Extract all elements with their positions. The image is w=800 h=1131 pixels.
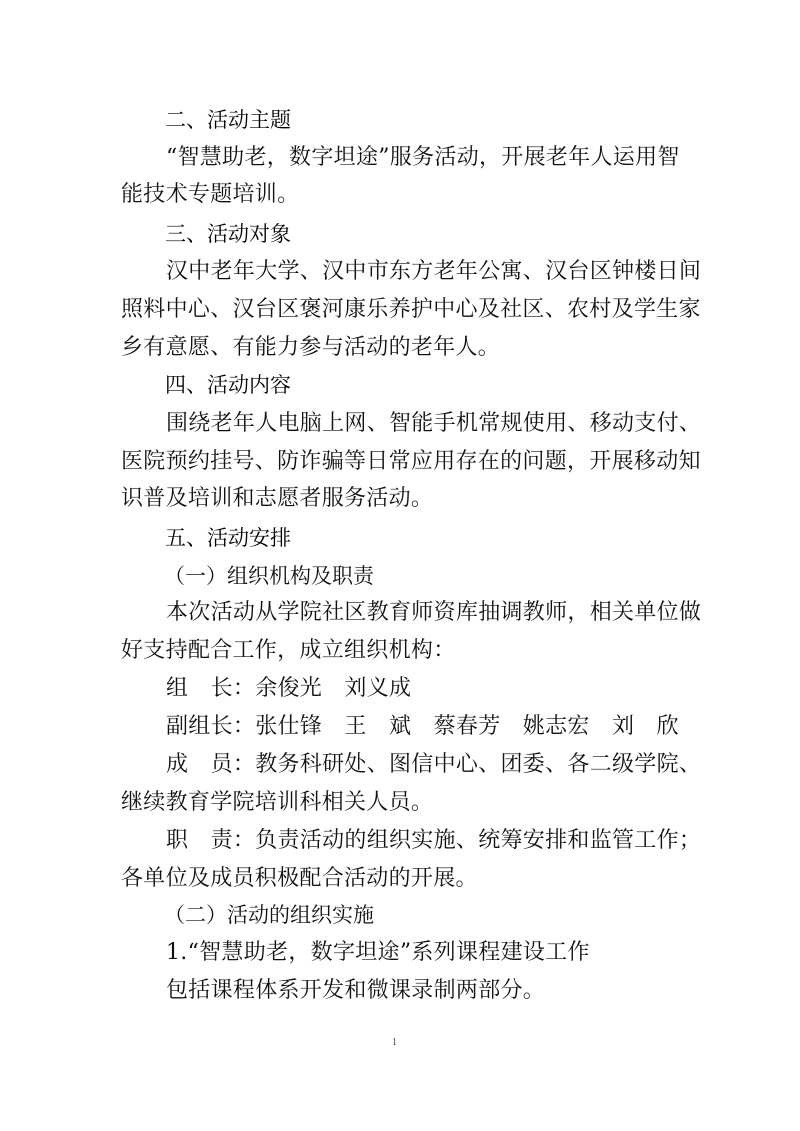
subsection-2-heading: （二）活动的组织实施	[164, 903, 374, 927]
duty-line-1: 职 责：负责活动的组织实施、统筹安排和监管工作；	[166, 828, 702, 853]
section-3-heading: 三、活动对象	[165, 222, 291, 246]
item-1-heading: 1.“智慧助老，数字坦途”系列课程建设工作	[166, 940, 590, 965]
subsection-1-text-line-1: 本次活动从学院社区教育师资库抽调教师，相关单位做	[166, 600, 702, 625]
leader-line: 组 长：余俊光 刘义成	[166, 676, 412, 701]
page-number: 1	[392, 1037, 397, 1048]
section-2-heading: 二、活动主题	[165, 108, 291, 132]
section-2-text-line-2: 能技术专题培训。	[121, 182, 300, 207]
item-1-text-line-1: 包括课程体系开发和微课录制两部分。	[166, 978, 546, 1003]
subsection-1-text-line-2: 好支持配合工作，成立组织机构：	[121, 638, 456, 663]
section-2-text-line-1: “智慧助老，数字坦途”服务活动，开展老年人运用智	[166, 145, 680, 170]
deputy-leader-line: 副组长：张仕锋 王 斌 蔡春芳 姚志宏 刘 欣	[166, 714, 679, 739]
section-3-text-line-3: 乡有意愿、有能力参与活动的老年人。	[121, 335, 501, 360]
section-3-text-line-2: 照料中心、汉台区褒河康乐养护中心及社区、农村及学生家	[121, 297, 701, 322]
section-4-text-line-1: 围绕老年人电脑上网、智能手机常规使用、移动支付、	[166, 411, 702, 436]
section-3-text-line-1: 汉中老年大学、汉中市东方老年公寓、汉台区钟楼日间	[166, 259, 702, 284]
members-line-1: 成 员：教务科研处、图信中心、团委、各二级学院、	[166, 752, 702, 777]
duty-line-2: 各单位及成员积极配合活动的开展。	[121, 866, 478, 891]
subsection-1-heading: （一）组织机构及职责	[164, 564, 374, 588]
section-4-text-line-3: 识普及培训和志愿者服务活动。	[121, 486, 434, 511]
section-4-heading: 四、活动内容	[165, 373, 291, 397]
members-line-2: 继续教育学院培训科相关人员。	[121, 790, 434, 815]
section-5-heading: 五、活动安排	[165, 526, 291, 550]
section-4-text-line-2: 医院预约挂号、防诈骗等日常应用存在的问题，开展移动知	[121, 449, 701, 474]
